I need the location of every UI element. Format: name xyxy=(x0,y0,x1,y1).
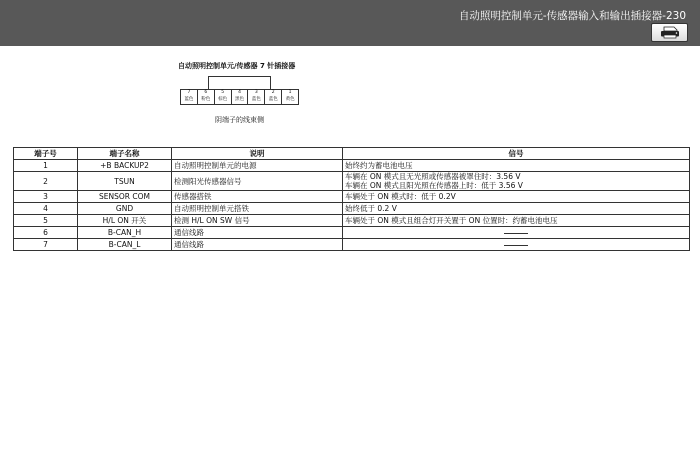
signal-line: 始终约为蓄电池电压 xyxy=(345,161,413,170)
signal-cell xyxy=(343,160,690,172)
table-row xyxy=(14,191,690,203)
dash-line xyxy=(504,233,528,234)
pin-wire-color: 粉色 xyxy=(201,97,211,102)
terminal-name-cell: H/L ON 开关 xyxy=(78,215,172,227)
signal-cell xyxy=(343,191,690,203)
terminal-name-cell: B-CAN_L xyxy=(78,239,172,251)
terminal-name-cell: SENSOR COM xyxy=(78,191,172,203)
terminal-name-cell: GND xyxy=(78,203,172,215)
pin-wire-color: 棕色 xyxy=(218,97,228,102)
signal-cell xyxy=(343,203,690,215)
connector-pin xyxy=(248,90,265,104)
pin-number: 1 xyxy=(288,90,292,95)
connector-pin xyxy=(265,90,282,104)
dash-line xyxy=(504,245,528,246)
description-cell: 检测 H/L ON SW 信号 xyxy=(172,215,343,227)
header-description: 说明 xyxy=(172,148,343,160)
print-button[interactable] xyxy=(651,23,688,42)
pin-wire-color: 黑色 xyxy=(235,97,244,102)
description-cell: 自动照明控制单元搭铁 xyxy=(172,203,343,215)
connector-diagram xyxy=(180,89,299,105)
pin-wire-color: 蓝色 xyxy=(251,97,261,102)
pin-wire-color: 蓝色 xyxy=(268,97,278,102)
description-cell: 自动照明控制单元的电源 xyxy=(172,160,343,172)
signal-cell xyxy=(343,239,690,251)
table-header-row xyxy=(14,148,690,160)
table-row xyxy=(14,239,690,251)
printer-icon xyxy=(659,26,681,39)
terminal-no-cell: 1 xyxy=(14,160,78,172)
table-row xyxy=(14,160,690,172)
pin-number: 3 xyxy=(254,90,258,95)
header-terminal-no: 端子号 xyxy=(14,148,78,160)
description-cell: 传感器搭铁 xyxy=(172,191,343,203)
connector-pin xyxy=(181,90,198,104)
terminal-no-cell: 4 xyxy=(14,203,78,215)
terminal-no-cell: 3 xyxy=(14,191,78,203)
pin-number: 6 xyxy=(204,90,208,95)
terminal-no-cell: 6 xyxy=(14,227,78,239)
terminal-name-cell: TSUN xyxy=(78,172,172,191)
table-row xyxy=(14,203,690,215)
pin-wire-color: 蓝色 xyxy=(184,97,194,102)
description-cell: 通信线路 xyxy=(172,227,343,239)
signal-line: 始终低于 0.2 V xyxy=(345,204,397,213)
signal-cell xyxy=(343,215,690,227)
connector-pin xyxy=(232,90,249,104)
connector-pin xyxy=(282,90,298,104)
header-signal: 信号 xyxy=(343,148,690,160)
connector-title: 自动照明控制单元/传感器 7 针插接器 xyxy=(178,62,296,70)
table-row xyxy=(14,215,690,227)
terminal-no-cell: 7 xyxy=(14,239,78,251)
connector-caption: 阴端子的线束侧 xyxy=(215,116,264,124)
table-row xyxy=(14,227,690,239)
top-bar xyxy=(0,0,700,46)
signal-line: 车辆处于 ON 模式时：低于 0.2V xyxy=(345,192,456,201)
terminal-name-cell: B-CAN_H xyxy=(78,227,172,239)
pin-wire-color: 黄色 xyxy=(285,97,295,102)
header-terminal-name: 端子名称 xyxy=(78,148,172,160)
connector-latch xyxy=(208,76,271,90)
page-title: 自动照明控制单元-传感器输入和输出插接器-230 xyxy=(458,10,686,22)
pin-number: 7 xyxy=(187,90,191,95)
connector-pin xyxy=(198,90,215,104)
signal-line: 车辆处于 ON 模式且组合灯开关置于 ON 位置时：约蓄电池电压 xyxy=(345,216,558,225)
pin-number: 4 xyxy=(238,90,241,95)
signal-cell xyxy=(343,172,690,191)
description-cell: 检测阳光传感器信号 xyxy=(172,172,343,191)
terminal-no-cell: 2 xyxy=(14,172,78,191)
pin-number: 2 xyxy=(271,90,275,95)
signal-line: 车辆在 ON 模式且无光照或传感器被罩住时：3.56 V xyxy=(345,172,521,181)
terminal-no-cell: 5 xyxy=(14,215,78,227)
terminal-name-cell: +B BACKUP2 xyxy=(78,160,172,172)
signal-line: 车辆在 ON 模式且阳光照在传感器上时：低于 3.56 V xyxy=(345,181,523,190)
pin-number: 5 xyxy=(221,90,225,95)
table-row xyxy=(14,172,690,191)
signal-cell xyxy=(343,227,690,239)
pin-table xyxy=(13,147,690,251)
description-cell: 通信线路 xyxy=(172,239,343,251)
connector-pin xyxy=(215,90,232,104)
